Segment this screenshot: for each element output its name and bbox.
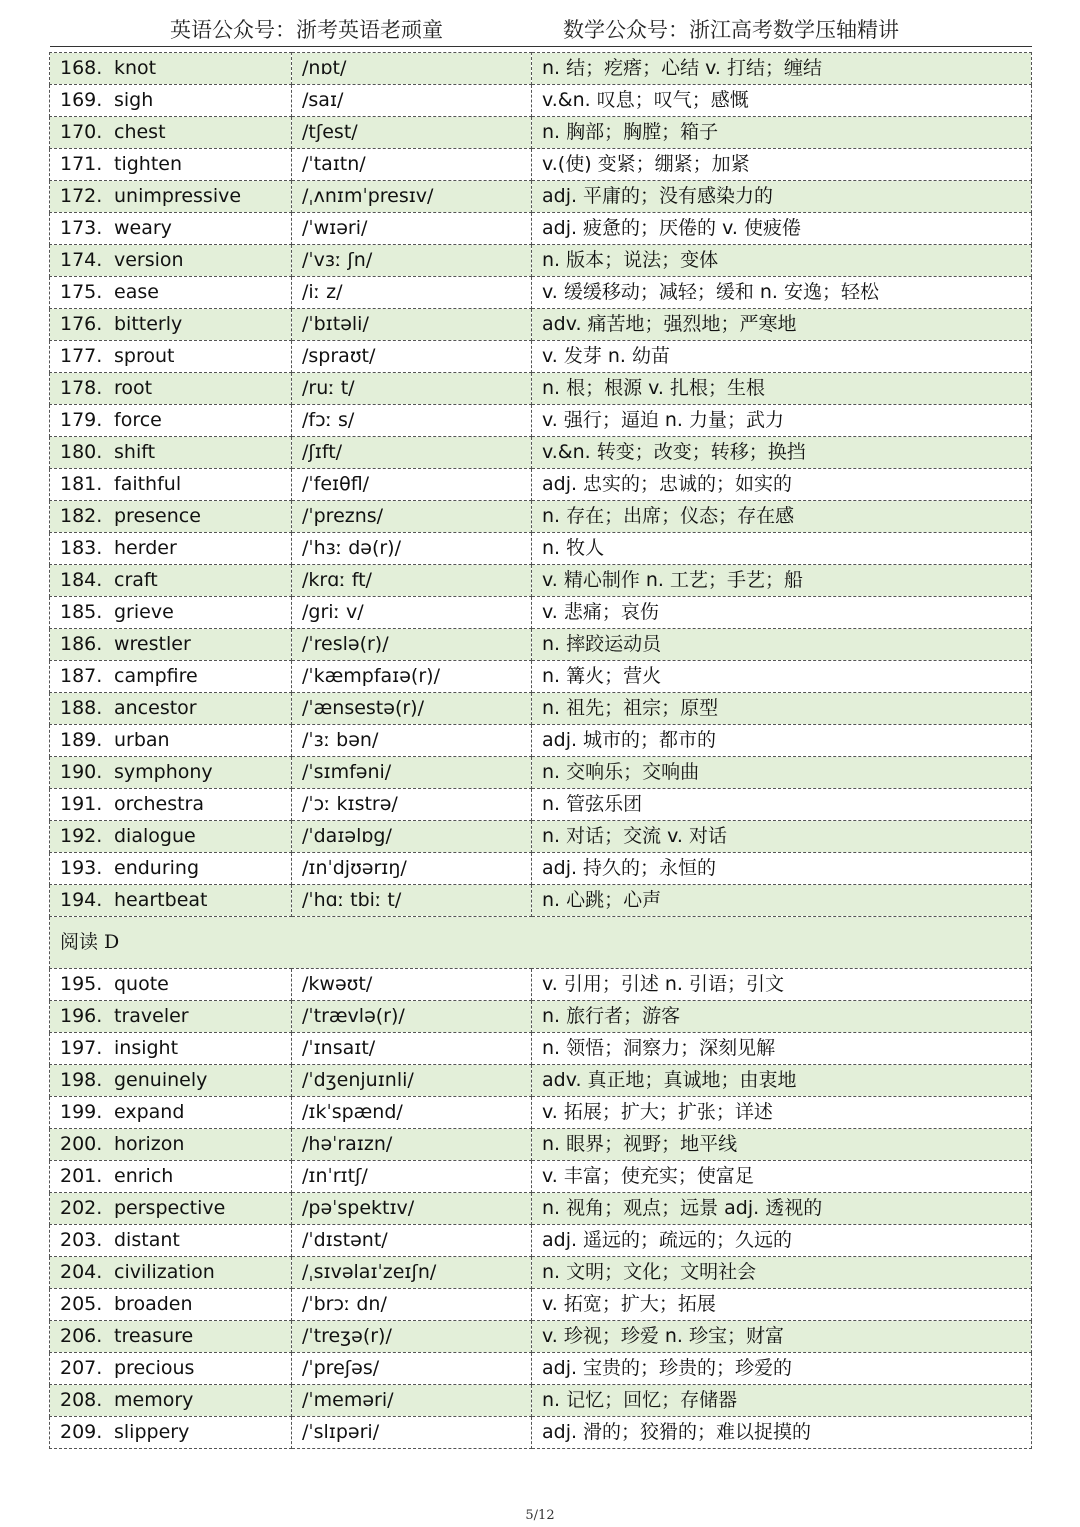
meaning-cell: v. 珍视；珍爱 n. 珍宝；财富 [532, 1321, 1032, 1353]
entry-word: enduring [114, 857, 200, 879]
entry-word: grieve [114, 601, 174, 623]
word-cell [50, 725, 292, 757]
entry-number: 196. [60, 1005, 103, 1027]
entry-word: horizon [114, 1133, 185, 1155]
phonetic-cell: /ˈhɜː də(r)/ [292, 533, 532, 565]
entry-number: 193. [60, 857, 103, 879]
table-row [50, 373, 1032, 405]
entry-word: knot [114, 57, 157, 79]
phonetic-cell: /nɒt/ [292, 53, 532, 85]
phonetic-cell: /ˈɜː bən/ [292, 725, 532, 757]
entry-word: expand [114, 1101, 185, 1123]
meaning-cell: n. 交响乐；交响曲 [532, 757, 1032, 789]
meaning-cell: n. 胸部；胸膛；箱子 [532, 117, 1032, 149]
word-cell [50, 245, 292, 277]
meaning-cell: n. 根；根源 v. 扎根；生根 [532, 373, 1032, 405]
entry-word: unimpressive [114, 185, 242, 207]
phonetic-cell: /ˈtreʒə(r)/ [292, 1321, 532, 1353]
page-header [0, 10, 1080, 44]
meaning-cell: n. 记忆；回忆；存储器 [532, 1385, 1032, 1417]
meaning-cell: adj. 城市的；都市的 [532, 725, 1032, 757]
word-cell [50, 341, 292, 373]
entry-word: wrestler [114, 633, 191, 655]
table-row [50, 405, 1032, 437]
meaning-cell: adj. 平庸的；没有感染力的 [532, 181, 1032, 213]
entry-word: distant [114, 1229, 180, 1251]
entry-word: civilization [114, 1261, 215, 1283]
phonetic-cell: /kwəʊt/ [292, 969, 532, 1001]
word-cell [50, 757, 292, 789]
entry-word: symphony [114, 761, 213, 783]
entry-number: 173. [60, 217, 103, 239]
entry-number: 182. [60, 505, 103, 527]
meaning-cell: n. 篝火；营火 [532, 661, 1032, 693]
entry-number: 179. [60, 409, 103, 431]
phonetic-cell: /ˈdʒenjuɪnli/ [292, 1065, 532, 1097]
entry-number: 175. [60, 281, 103, 303]
phonetic-cell: /ˈhɑː tbiː t/ [292, 885, 532, 917]
entry-word: orchestra [114, 793, 204, 815]
phonetic-cell: /ˈvɜː ʃn/ [292, 245, 532, 277]
entry-number: 204. [60, 1261, 103, 1283]
word-cell [50, 277, 292, 309]
entry-word: precious [114, 1357, 195, 1379]
entry-word: campfire [114, 665, 198, 687]
phonetic-cell: /ˈbrɔː dn/ [292, 1289, 532, 1321]
table-row [50, 725, 1032, 757]
word-cell [50, 1097, 292, 1129]
word-cell [50, 1001, 292, 1033]
table-row [50, 53, 1032, 85]
entry-number: 187. [60, 665, 103, 687]
word-cell [50, 149, 292, 181]
entry-word: genuinely [114, 1069, 208, 1091]
table-row [50, 533, 1032, 565]
phonetic-cell: /ʃɪft/ [292, 437, 532, 469]
meaning-cell: n. 牧人 [532, 533, 1032, 565]
word-cell [50, 693, 292, 725]
table-row [50, 149, 1032, 181]
phonetic-cell: /ˈbɪtəli/ [292, 309, 532, 341]
entry-number: 183. [60, 537, 103, 559]
meaning-cell: adv. 真正地；真诚地；由衷地 [532, 1065, 1032, 1097]
table-row [50, 1161, 1032, 1193]
phonetic-cell: /ˈdaɪəlɒg/ [292, 821, 532, 853]
word-cell [50, 373, 292, 405]
meaning-cell: v. 拓宽；扩大；拓展 [532, 1289, 1032, 1321]
entry-word: quote [114, 973, 169, 995]
entry-word: force [114, 409, 162, 431]
entry-word: broaden [114, 1293, 193, 1315]
table-row [50, 1065, 1032, 1097]
table-row [50, 969, 1032, 1001]
entry-number: 184. [60, 569, 103, 591]
phonetic-cell: /ˈslɪpəri/ [292, 1417, 532, 1449]
phonetic-cell: /ˈpreʃəs/ [292, 1353, 532, 1385]
entry-number: 171. [60, 153, 103, 175]
meaning-cell: adj. 忠实的；忠诚的；如实的 [532, 469, 1032, 501]
word-cell [50, 85, 292, 117]
entry-number: 191. [60, 793, 103, 815]
word-cell [50, 469, 292, 501]
entry-number: 200. [60, 1133, 103, 1155]
meaning-cell: v. 发芽 n. 幼苗 [532, 341, 1032, 373]
table-row [50, 661, 1032, 693]
phonetic-cell: /tʃest/ [292, 117, 532, 149]
meaning-cell: v. 缓缓移动；减轻；缓和 n. 安逸；轻松 [532, 277, 1032, 309]
entry-word: presence [114, 505, 201, 527]
table-row [50, 1257, 1032, 1289]
word-cell [50, 1129, 292, 1161]
table-row [50, 85, 1032, 117]
entry-word: sigh [114, 89, 154, 111]
phonetic-cell: /ɪnˈrɪtʃ/ [292, 1161, 532, 1193]
table-row [50, 501, 1032, 533]
entry-number: 197. [60, 1037, 103, 1059]
meaning-cell: v. 丰富；使充实；使富足 [532, 1161, 1032, 1193]
entry-number: 194. [60, 889, 103, 911]
entry-word: tighten [114, 153, 183, 175]
entry-number: 176. [60, 313, 103, 335]
entry-number: 201. [60, 1165, 103, 1187]
vocabulary-table-body [50, 53, 1032, 1449]
meaning-cell: n. 管弦乐团 [532, 789, 1032, 821]
meaning-cell: n. 视角；观点；远景 adj. 透视的 [532, 1193, 1032, 1225]
table-row [50, 1001, 1032, 1033]
entry-word: treasure [114, 1325, 194, 1347]
phonetic-cell: /ɪkˈspænd/ [292, 1097, 532, 1129]
word-cell [50, 1417, 292, 1449]
word-cell [50, 629, 292, 661]
table-row [50, 565, 1032, 597]
table-row [50, 1417, 1032, 1449]
table-row [50, 1321, 1032, 1353]
word-cell [50, 821, 292, 853]
word-cell [50, 405, 292, 437]
phonetic-cell: /ˈænsestə(r)/ [292, 693, 532, 725]
entry-number: 208. [60, 1389, 103, 1411]
entry-number: 202. [60, 1197, 103, 1219]
entry-word: chest [114, 121, 166, 143]
meaning-cell: n. 心跳；心声 [532, 885, 1032, 917]
entry-number: 192. [60, 825, 103, 847]
word-cell [50, 885, 292, 917]
word-cell [50, 437, 292, 469]
word-cell [50, 1321, 292, 1353]
meaning-cell: n. 眼界；视野；地平线 [532, 1129, 1032, 1161]
entry-number: 168. [60, 57, 103, 79]
table-row [50, 117, 1032, 149]
table-row [50, 1385, 1032, 1417]
vocabulary-table [49, 52, 1032, 1449]
phonetic-cell: /ˈprezns/ [292, 501, 532, 533]
meaning-cell: v. 悲痛；哀伤 [532, 597, 1032, 629]
word-cell [50, 309, 292, 341]
word-cell [50, 181, 292, 213]
table-row [50, 437, 1032, 469]
word-cell [50, 853, 292, 885]
entry-number: 169. [60, 89, 103, 111]
word-cell [50, 117, 292, 149]
phonetic-cell: /həˈraɪzn/ [292, 1129, 532, 1161]
english-account-label: 英语公众号：浙考英语老顽童 [170, 18, 443, 42]
table-row [50, 1193, 1032, 1225]
meaning-cell: adj. 疲惫的；厌倦的 v. 使疲倦 [532, 213, 1032, 245]
meaning-cell: adj. 遥远的；疏远的；久远的 [532, 1225, 1032, 1257]
table-row [50, 309, 1032, 341]
section-title: 阅读 D [50, 917, 1032, 969]
word-cell [50, 213, 292, 245]
meaning-cell: v.&n. 叹息；叹气；感慨 [532, 85, 1032, 117]
entry-number: 177. [60, 345, 103, 367]
phonetic-cell: /ˈdɪstənt/ [292, 1225, 532, 1257]
math-account-label: 数学公众号：浙江高考数学压轴精讲 [563, 18, 899, 42]
entry-word: craft [114, 569, 158, 591]
entry-word: sprout [114, 345, 175, 367]
meaning-cell: adj. 宝贵的；珍贵的；珍爱的 [532, 1353, 1032, 1385]
table-row [50, 757, 1032, 789]
entry-word: dialogue [114, 825, 196, 847]
entry-number: 190. [60, 761, 103, 783]
table-row [50, 277, 1032, 309]
phonetic-cell: /ˈkæmpfaɪə(r)/ [292, 661, 532, 693]
meaning-cell: adv. 痛苦地；强烈地；严寒地 [532, 309, 1032, 341]
entry-word: bitterly [114, 313, 183, 335]
phonetic-cell: /ˈtaɪtn/ [292, 149, 532, 181]
word-cell [50, 969, 292, 1001]
table-row [50, 1353, 1032, 1385]
entry-number: 206. [60, 1325, 103, 1347]
word-cell [50, 661, 292, 693]
phonetic-cell: /krɑː ft/ [292, 565, 532, 597]
entry-word: faithful [114, 473, 182, 495]
meaning-cell: n. 领悟；洞察力；深刻见解 [532, 1033, 1032, 1065]
table-row [50, 1129, 1032, 1161]
meaning-cell: n. 结；疙瘩；心结 v. 打结；缠结 [532, 53, 1032, 85]
meaning-cell: v. 精心制作 n. 工艺；手艺；船 [532, 565, 1032, 597]
meaning-cell: v. 强行；逼迫 n. 力量；武力 [532, 405, 1032, 437]
table-row [50, 1225, 1032, 1257]
table-row [50, 1289, 1032, 1321]
table-row [50, 629, 1032, 661]
entry-number: 172. [60, 185, 103, 207]
word-cell [50, 1225, 292, 1257]
word-cell [50, 1257, 292, 1289]
phonetic-cell: /ˈreslə(r)/ [292, 629, 532, 661]
table-row [50, 853, 1032, 885]
table-row [50, 693, 1032, 725]
word-cell [50, 1353, 292, 1385]
entry-word: enrich [114, 1165, 174, 1187]
meaning-cell: n. 文明；文化；文明社会 [532, 1257, 1032, 1289]
entry-number: 188. [60, 697, 103, 719]
entry-number: 199. [60, 1101, 103, 1123]
table-row [50, 821, 1032, 853]
entry-word: urban [114, 729, 170, 751]
meaning-cell: n. 祖先；祖宗；原型 [532, 693, 1032, 725]
phonetic-cell: /ˈɪnsaɪt/ [292, 1033, 532, 1065]
entry-number: 181. [60, 473, 103, 495]
entry-word: ancestor [114, 697, 197, 719]
word-cell [50, 1161, 292, 1193]
entry-number: 207. [60, 1357, 103, 1379]
entry-word: memory [114, 1389, 194, 1411]
page-number: 5/12 [525, 1508, 555, 1523]
phonetic-cell: /pəˈspektɪv/ [292, 1193, 532, 1225]
word-cell [50, 597, 292, 629]
table-row [50, 181, 1032, 213]
phonetic-cell: /ruː t/ [292, 373, 532, 405]
meaning-cell: n. 版本；说法；变体 [532, 245, 1032, 277]
meaning-cell: n. 对话；交流 v. 对话 [532, 821, 1032, 853]
phonetic-cell: /ˈtrævlə(r)/ [292, 1001, 532, 1033]
word-cell [50, 1385, 292, 1417]
entry-word: slippery [114, 1421, 190, 1443]
phonetic-cell: /ˌsɪvəlaɪˈzeɪʃn/ [292, 1257, 532, 1289]
entry-number: 174. [60, 249, 103, 271]
phonetic-cell: /ɪnˈdjʊərɪŋ/ [292, 853, 532, 885]
meaning-cell: v.(使) 变紧；绷紧；加紧 [532, 149, 1032, 181]
meaning-cell: adj. 滑的；狡猾的；难以捉摸的 [532, 1417, 1032, 1449]
entry-number: 185. [60, 601, 103, 623]
table-row [50, 469, 1032, 501]
meaning-cell: n. 旅行者；游客 [532, 1001, 1032, 1033]
phonetic-cell: /saɪ/ [292, 85, 532, 117]
meaning-cell: v.&n. 转变；改变；转移；换挡 [532, 437, 1032, 469]
meaning-cell: adj. 持久的；永恒的 [532, 853, 1032, 885]
entry-number: 180. [60, 441, 103, 463]
word-cell [50, 53, 292, 85]
entry-word: version [114, 249, 184, 271]
phonetic-cell: /ˈɔː kɪstrə/ [292, 789, 532, 821]
entry-number: 203. [60, 1229, 103, 1251]
table-row [50, 885, 1032, 917]
table-row [50, 1033, 1032, 1065]
phonetic-cell: /ˈmeməri/ [292, 1385, 532, 1417]
entry-word: shift [114, 441, 156, 463]
entry-word: weary [114, 217, 172, 239]
entry-number: 186. [60, 633, 103, 655]
table-row [50, 213, 1032, 245]
phonetic-cell: /iː z/ [292, 277, 532, 309]
meaning-cell: n. 摔跤运动员 [532, 629, 1032, 661]
entry-number: 209. [60, 1421, 103, 1443]
entry-word: perspective [114, 1197, 226, 1219]
phonetic-cell: /griː v/ [292, 597, 532, 629]
table-row [50, 341, 1032, 373]
meaning-cell: n. 存在；出席；仪态；存在感 [532, 501, 1032, 533]
phonetic-cell: /ˈsɪmfəni/ [292, 757, 532, 789]
entry-number: 198. [60, 1069, 103, 1091]
table-row [50, 597, 1032, 629]
header-divider [50, 46, 1032, 47]
entry-word: herder [114, 537, 177, 559]
entry-word: root [114, 377, 153, 399]
entry-word: insight [114, 1037, 179, 1059]
entry-number: 178. [60, 377, 103, 399]
phonetic-cell: /ˈwɪəri/ [292, 213, 532, 245]
table-row [50, 1097, 1032, 1129]
entry-number: 205. [60, 1293, 103, 1315]
word-cell [50, 501, 292, 533]
meaning-cell: v. 引用；引述 n. 引语；引文 [532, 969, 1032, 1001]
entry-word: ease [114, 281, 159, 303]
word-cell [50, 533, 292, 565]
entry-number: 170. [60, 121, 103, 143]
table-row [50, 789, 1032, 821]
entry-number: 189. [60, 729, 103, 751]
entry-number: 195. [60, 973, 103, 995]
phonetic-cell: /ˈfeɪθfl/ [292, 469, 532, 501]
phonetic-cell: /ˌʌnɪmˈpresɪv/ [292, 181, 532, 213]
section-header-row [50, 917, 1032, 969]
word-cell [50, 1033, 292, 1065]
phonetic-cell: /fɔː s/ [292, 405, 532, 437]
word-cell [50, 1065, 292, 1097]
word-cell [50, 1289, 292, 1321]
word-cell [50, 565, 292, 597]
entry-word: traveler [114, 1005, 189, 1027]
table-row [50, 245, 1032, 277]
phonetic-cell: /spraʊt/ [292, 341, 532, 373]
meaning-cell: v. 拓展；扩大；扩张；详述 [532, 1097, 1032, 1129]
entry-word: heartbeat [114, 889, 208, 911]
word-cell [50, 1193, 292, 1225]
word-cell [50, 789, 292, 821]
